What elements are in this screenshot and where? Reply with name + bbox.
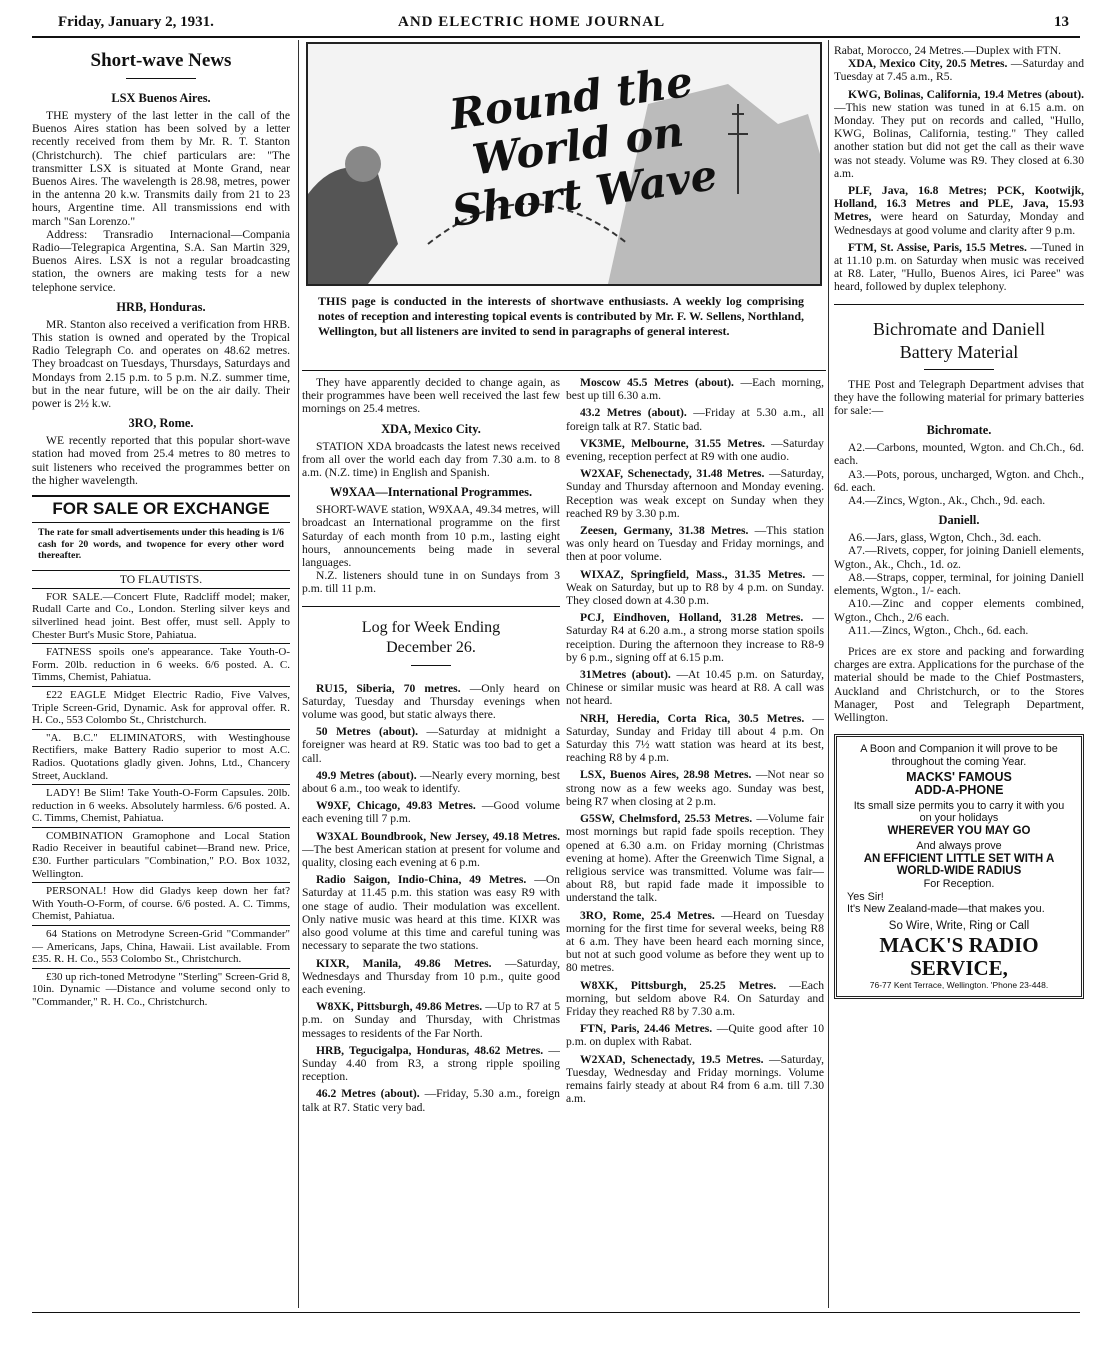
column-divider <box>298 40 299 1308</box>
log-entry <box>302 1044 560 1084</box>
log-entry <box>566 1053 824 1106</box>
station-name: 31Metres (about). <box>580 668 671 682</box>
log-entry <box>566 611 824 664</box>
log-entry <box>834 57 1084 83</box>
short-wave-news-title: Short-wave News <box>90 50 232 71</box>
classified-ad: FATNESS spoils one's appearance. Take Youth-O-Form. 20lb. reduction in 6 weeks. 6/6 posted. A. C. Timms, Chemist, Pahiatua. <box>32 646 290 684</box>
column-3 <box>566 376 824 1312</box>
log-entry <box>566 524 824 564</box>
header-date: Friday, January 2, 1931. <box>58 14 214 30</box>
log-entry <box>566 376 824 402</box>
advert-text: For Reception. <box>923 878 995 891</box>
log-entry <box>566 406 824 432</box>
column-divider <box>828 40 829 1308</box>
material-item: A10.—Zinc and copper elements combined, Wgton., Chch., 2/6 each. <box>834 597 1084 624</box>
material-item: A3.—Pots, porous, uncharged, Wgton. and Chch., 6d. each. <box>834 467 1084 494</box>
reception-note: —Up to R7 at 5 p.m. on Sunday and Thursday, with Christmas messages to residents of the Far North. <box>302 1000 560 1040</box>
article-paragraph: STATION XDA broadcasts the latest news received from all over the world each day from 7.30 a.m. to 8 a.m. (N.Z. time) in English and Spanish. <box>302 439 560 480</box>
station-name: NRH, Heredia, Corta Rica, 30.5 Metres. <box>580 711 805 725</box>
log-entry <box>566 712 824 765</box>
station-name: 43.2 Metres (about). <box>580 406 687 420</box>
station-name: W2XAF, Schenectady, 31.48 Metres. <box>580 467 765 481</box>
station-name: LSX, Buenos Aires, 28.98 Metres. <box>580 768 752 782</box>
log-entry <box>566 467 824 520</box>
reception-note: —Saturday, Sunday and Friday till about 4 p.m. On Saturday this 7½ watt station was heard at its best, reaching R8 by 4 p.m. <box>566 711 824 765</box>
article-paragraph: They have apparently decided to change again, as their programmes have been well received the last few mornings on 25.4 metres. <box>302 376 560 416</box>
reception-note: —Each morning, but seldom above R4. On Saturday and Friday they reached R8 by 7.30 a.m. <box>566 978 824 1018</box>
station-name: W3XAL Boundbrook, New Jersey, 49.18 Metres. <box>316 829 560 843</box>
reception-note: —Saturday at midnight a foreigner was heard at R9. Static was too bad to get a call. <box>302 725 560 765</box>
log-entry <box>834 88 1084 180</box>
reception-note: —Saturday, Wednesdays and Thursday from 10 p.m., quite good each evening. <box>302 956 560 996</box>
advert-text: And always prove <box>916 840 1002 853</box>
reception-note: were heard on Saturday, Monday and Wednesdays at good volume and clarity after 9 p.m. <box>834 210 1084 237</box>
intro-text: THIS page is conducted in the interests of shortwave enthusiasts. A weekly log comprising notes of reception and interesting topical events is contributed by Mr. F. W. Sellens, Northland, Wellington, but all listeners are invited to send in paragraphs of general interest. <box>318 294 804 338</box>
classified-ad: LADY! Be Slim! Take Youth-O-Form Capsules. 20lb. reduction in 6 weeks. Absolutely harmless. 6/6 posted. A. C. Timms, Chemist, Pahiatua. <box>32 787 290 825</box>
reception-note: —Saturday evening, reception perfect at R9 with one audio. <box>566 436 824 464</box>
station-name: KIXR, Manila, 49.86 Metres. <box>316 956 492 970</box>
reception-note: —Each morning, best up till 6.30 a.m. <box>566 376 824 403</box>
article-paragraph: THE mystery of the last letter in the call of the Buenos Aires station has been solved by a letter recently received from them by Mr. R. T. Stanton (Christchurch). The chief particulars are: "The transmitter LSX is situated at Monte Grand, near Buenos Aires. The wavelength is 28.98, metres, power in the antenna 20 k.w. Transmits daily from 21 to 23 hours, Argentine time. All transmissions end with march "San Lorenzo." <box>32 109 290 228</box>
section-heading: 3RO, Rome. <box>128 416 194 431</box>
advert-product: ADD-A-PHONE <box>914 782 1004 797</box>
station-name: RU15, Siberia, 70 metres. <box>316 681 461 695</box>
classified-ad: £22 EAGLE Midget Electric Radio, Five Valves, Triple Screen-Grid, Dynamic. Ask for approval offer. R. H. Co., 553 Colombo St., Christchurch. <box>32 688 290 727</box>
classified-ad: PERSONAL! How did Gladys keep down her fat? With Youth-O-Form, of course. 6/6 posted. A. C. Timms, Chemist, Pahiatua. <box>32 885 290 923</box>
article-paragraph: Address: Transradio Internacional—Compania Radio—Telegrapica Argentina, S.A. San Martin 329, Buenos Aires. LSX is not a regular broadcasting station, the owners are making tests for a new telephone service. <box>32 227 290 294</box>
column-2 <box>302 376 560 1312</box>
battery-title: Bichromate and Daniell <box>873 318 1045 339</box>
station-name: FTM, St. Assise, Paris, 15.5 Metres. <box>848 240 1027 254</box>
classified-ad-heading: TO FLAUTISTS. <box>119 572 203 586</box>
advert-text: Its small size permits you to carry it with you on your holidays <box>853 799 1065 825</box>
material-item: A6.—Jars, glass, Wgton, Chch., 3d. each. <box>848 531 1042 545</box>
station-name: 50 Metres (about). <box>316 725 419 739</box>
article-paragraph: MR. Stanton also received a verification from HRB. This station is owned and operated by the Tropical Radio Telegraph Co. and operates on 48.62 metres. They broadcast on Tuesdays, Thursdays, Saturdays and Mondays from 2.15 p.m. to 5 p.m. N.Z. summer time, but in the near future, will be on the air daily. Their power is 2½ k.w. <box>32 317 290 411</box>
log-entry <box>566 668 824 708</box>
article-paragraph: Rabat, Morocco, 24 Metres.—Duplex with FTN. <box>834 44 1062 57</box>
classified-ad: COMBINATION Gramophone and Local Station Radio Receiver in beautiful cabinet—Brand new. Price, £30. Further particulars "Combination," P.O. Box 1032, Wellington. <box>32 829 290 880</box>
header-rule <box>32 36 1080 38</box>
station-name: XDA, Mexico City, 20.5 Metres. <box>848 57 1008 71</box>
reception-note: —At 10.45 p.m. on Saturday, Chinese or similar music was heard at R8. A call was not heard. <box>566 668 824 708</box>
log-entry <box>566 812 824 904</box>
section-heading: Daniell. <box>938 513 980 528</box>
log-entry <box>302 1000 560 1040</box>
station-name: G5SW, Chelmsford, 25.53 Metres. <box>580 812 753 826</box>
material-item: A2.—Carbons, mounted, Wgton. and Ch.Ch., 6d. each. <box>834 441 1084 468</box>
reception-note: —Friday at 5.30 a.m., all foreign talk at R7. Static bad. <box>566 406 824 433</box>
classified-ad: £30 up rich-toned Metrodyne "Sterling" Screen-Grid 8, 10in. Dynamic —Distance and volume second only to "Commander," R. H. Co., Christchurch. <box>32 970 290 1008</box>
station-name: VK3ME, Melbourne, 31.55 Metres. <box>580 436 765 450</box>
section-heading: HRB, Honduras. <box>116 299 206 314</box>
section-heading: LSX Buenos Aires. <box>111 91 211 105</box>
reception-note: —Saturday, Sunday and Thursday afternoon and Monday evening. Reception was weak except on Sunday when they reached R9 by 3.30 p.m. <box>566 467 824 520</box>
material-item: A8.—Straps, copper, terminal, for joining Daniell elements, Wgton., 1/- each. <box>834 570 1084 598</box>
station-name: Zeesen, Germany, 31.38 Metres. <box>580 524 749 538</box>
advert-text: Yes Sir! <box>847 890 884 903</box>
log-entry <box>302 682 560 722</box>
reception-note: —Not near so strong now as a few weeks ago. Sunday was best, being R7 when closing at 2 p.m. <box>566 768 824 808</box>
reception-note: —Volume fair most mornings but rapid fade spoils reception. They opened at 6.30 a.m. on Friday morning (Christmas evening at home). After the Greenwich Time Signal, a religious service was transmitted. Volume was fair—about R8, but rapid fade made it impossible to understand the talk. <box>566 812 824 905</box>
station-name: Moscow 45.5 Metres (about). <box>580 376 734 389</box>
station-name: HRB, Tegucigalpa, Honduras, 48.62 Metres. <box>316 1043 544 1057</box>
log-entry <box>834 184 1084 237</box>
for-sale-title: FOR SALE OR EXCHANGE <box>52 499 270 519</box>
log-entry <box>302 769 560 795</box>
advert-company: MACK'S RADIO SERVICE, <box>879 933 1039 981</box>
article-paragraph: THE Post and Telegraph Department advises that they have the following material for primary batteries for sale:— <box>834 377 1084 418</box>
macks-advert <box>834 734 1084 999</box>
station-name: PLF, Java, 16.8 Metres; PCK, Kootwijk, Holland, 16.3 Metres and PLE, Java, 15.93 Metres, <box>834 184 1084 224</box>
reception-note: —On Saturday at 11.45 p.m. this station was easy R9 with one stage of audio. Their modulation was excellent. Only native music was heard at this time. KIXR was also good volume at this time and careful tuning was necessary to separate the two stations. <box>302 873 560 953</box>
battery-title: Battery Material <box>899 341 1019 362</box>
banner-title: Round the World on Short Wave <box>446 56 721 236</box>
article-paragraph: SHORT-WAVE station, W9XAA, 49.34 metres, will broadcast an International programme on the first Saturday of each month from 10 p.m., lasting eight hours, announcements being made in several languages. <box>302 503 560 570</box>
footer-rule <box>32 1312 1080 1313</box>
page-number: 13 <box>1054 14 1069 30</box>
material-item: A7.—Rivets, copper, for joining Daniell elements, Wgton., Ak., Chch., 1d. oz. <box>834 544 1084 571</box>
log-title-date: December 26. <box>386 638 476 656</box>
classified-ad: 64 Stations on Metrodyne Screen-Grid "Commander" — Americans, Japs, China, Hawaii. List available. From £35. R. H. Co., 553 Colombo St., Christchurch. <box>32 928 290 966</box>
reception-note: —Saturday, Tuesday, Wednesday and Friday mornings. Volume remains fairly steady at about R4 from 6 a.m. till 7.30 a.m. <box>566 1052 824 1106</box>
log-entry <box>566 768 824 808</box>
reception-note: —Weak on Saturday, but up to R8 by 4 p.m. on Sunday. They closed down at 4.30 p.m. <box>566 567 824 608</box>
log-entries <box>566 376 824 1105</box>
header-journal: AND ELECTRIC HOME JOURNAL <box>398 14 666 30</box>
station-name: W9XF, Chicago, 49.83 Metres. <box>316 799 476 813</box>
log-entry <box>566 979 824 1019</box>
column-4 <box>834 44 1084 1314</box>
reception-note: —Heard on Tuesday morning for the first time for several weeks, being R8 at 6 a.m. They have been heard each morning since, but not at such good volume as before they went up to 80 metres. <box>566 908 824 975</box>
station-name: KWG, Bolinas, California, 19.4 Metres (about). <box>848 87 1084 101</box>
log-title: Log for Week Ending <box>361 618 501 636</box>
log-entry <box>302 957 560 997</box>
reception-note: —Sunday 4.40 from R3, a strong ripple spoiling reception. <box>302 1043 560 1084</box>
log-entry <box>566 909 824 975</box>
section-heading: Bichromate. <box>926 423 992 438</box>
station-name: Radio Saigon, Indio-China, 49 Metres. <box>316 873 527 887</box>
log-entry <box>834 241 1084 294</box>
article-paragraph: WE recently reported that this popular short-wave station had moved from 25.4 metres to 80 metres to suit listeners who received the programmes better on the higher wavelength. <box>32 434 290 487</box>
reception-note: —This new station was tuned in at 6.15 a.m. on Monday. They put on records and called, "Hullo, KWG, Bolinas, California, testing." They called another station but did not get the call as their wave was not steady. Volume was R9. They closed at 6.30 a.m. <box>834 100 1084 180</box>
log-entry <box>302 873 560 952</box>
advert-text: A Boon and Companion it will prove to be throughout the coming Year. <box>860 743 1058 768</box>
log-entry <box>566 1022 824 1048</box>
reception-note: —Tuned in at 11.10 p.m. on Saturday when music was received at R8. Later, "Hullo, Buenos Aires, ici Paree" was heard, followed by duplex telephony. <box>834 240 1084 294</box>
material-item: A11.—Zincs, Wgton., Chch., 6d. each. <box>848 623 1029 637</box>
advert-text: AN EFFICIENT LITTLE SET WITH A WORLD-WIDE RADIUS <box>863 852 1055 878</box>
log-entry <box>566 568 824 608</box>
station-name: W8XK, Pittsburgh, 49.86 Metres. <box>316 1000 483 1014</box>
station-name: W8XK, Pittsburgh, 25.25 Metres. <box>580 978 777 992</box>
reception-note: —Quite good after 10 p.m. on duplex with Rabat. <box>566 1022 824 1049</box>
reception-note: —Nearly every morning, best about 6 a.m., too weak to identify. <box>302 768 560 796</box>
material-item: A4.—Zincs, Wgton., Ak., Chch., 9d. each. <box>848 494 1046 508</box>
reception-note: —This station was only heard on Tuesday and Friday mornings, and then at poor volume. <box>566 524 824 564</box>
station-name: 46.2 Metres (about). <box>316 1087 420 1101</box>
station-name: 49.9 Metres (about). <box>316 768 417 782</box>
log-entry <box>302 1087 560 1113</box>
advert-text: WHEREVER YOU MAY GO <box>887 824 1031 837</box>
reception-note: —The best American station at present for volume and quality, closing each evening at 6 p.m. <box>302 842 560 870</box>
station-name: W2XAD, Schenectady, 19.5 Metres. <box>580 1052 764 1066</box>
intro-rule <box>302 370 826 371</box>
banner-intro <box>318 294 804 339</box>
classified-ad: "A. B.C." ELIMINATORS, with Westinghouse Rectifiers, make Battery Radio superior to most A.C. Radios. Quotations gladly given. Johns, Ltd., Chancery Street, Auckland. <box>32 731 290 782</box>
section-rule <box>834 304 1084 305</box>
advert-text: MACKS' FAMOUS <box>906 770 1012 785</box>
article-paragraph: N.Z. listeners should tune in on Sundays from 3 p.m. till 11 p.m. <box>302 569 560 596</box>
log-entry <box>566 437 824 463</box>
article-paragraph: Prices are ex store and packing and forwarding charges are extra. Applications for the purchase of the material should be made to the Chief Postmasters, Auckland and Christchurch, or to the Stores Manager, Post and Telegraph Department, Wellington. <box>834 644 1084 724</box>
classified-ad: FOR SALE.—Concert Flute, Radcliff model; maker, Rudall Carte and Co., London. Sterling silver keys and silverlined head joint. Best offer, must sell. Apply to Chester Burt's Music Store, Pahiatua. <box>32 590 290 641</box>
advert-text: So Wire, Write, Ring or Call <box>888 919 1030 932</box>
reception-note: —Saturday R4 at 6.20 a.m., a strong morse station spoils receiption. During the afternoon they increase to R8-9 by 6 p.m., signing off at 6.15 p.m. <box>566 611 824 664</box>
reception-note: —Only heard on Saturday, Tuesday and Thursday evenings when volume was good, but static always there. <box>302 681 560 722</box>
station-name: PCJ, Eindhoven, Holland, 31.28 Metres. <box>580 611 804 625</box>
section-heading: XDA, Mexico City. <box>381 421 481 436</box>
advert-address: 76-77 Kent Terrace, Wellington. 'Phone 23-448. <box>869 980 1049 991</box>
station-name: FTN, Paris, 24.46 Metres. <box>580 1022 713 1036</box>
section-heading: W9XAA—International Programmes. <box>329 485 533 500</box>
reception-note: —Good volume each evening till 7 p.m. <box>302 799 560 826</box>
advertising-rates: The rate for small advertisements under this heading is 1/6 cash for 20 words, and twopence for every other word thereafter. <box>38 527 284 562</box>
reception-note: —Saturday and Tuesday at 7.45 a.m., R5. <box>834 57 1084 84</box>
reception-note: —Friday, 5.30 a.m., foreign talk at R7. Static very bad. <box>302 1087 560 1114</box>
column-1 <box>32 44 290 1314</box>
station-name: WIXAZ, Springfield, Mass., 31.35 Metres. <box>580 567 806 581</box>
banner-illustration <box>306 42 822 286</box>
log-entries <box>834 57 1084 293</box>
station-name: 3RO, Rome, 25.4 Metres. <box>580 908 715 922</box>
log-entry <box>302 799 560 825</box>
advert-text: It's New Zealand-made—that makes you. <box>847 903 1045 916</box>
log-entries <box>302 682 560 1114</box>
log-entry <box>302 830 560 870</box>
log-entry <box>302 725 560 765</box>
